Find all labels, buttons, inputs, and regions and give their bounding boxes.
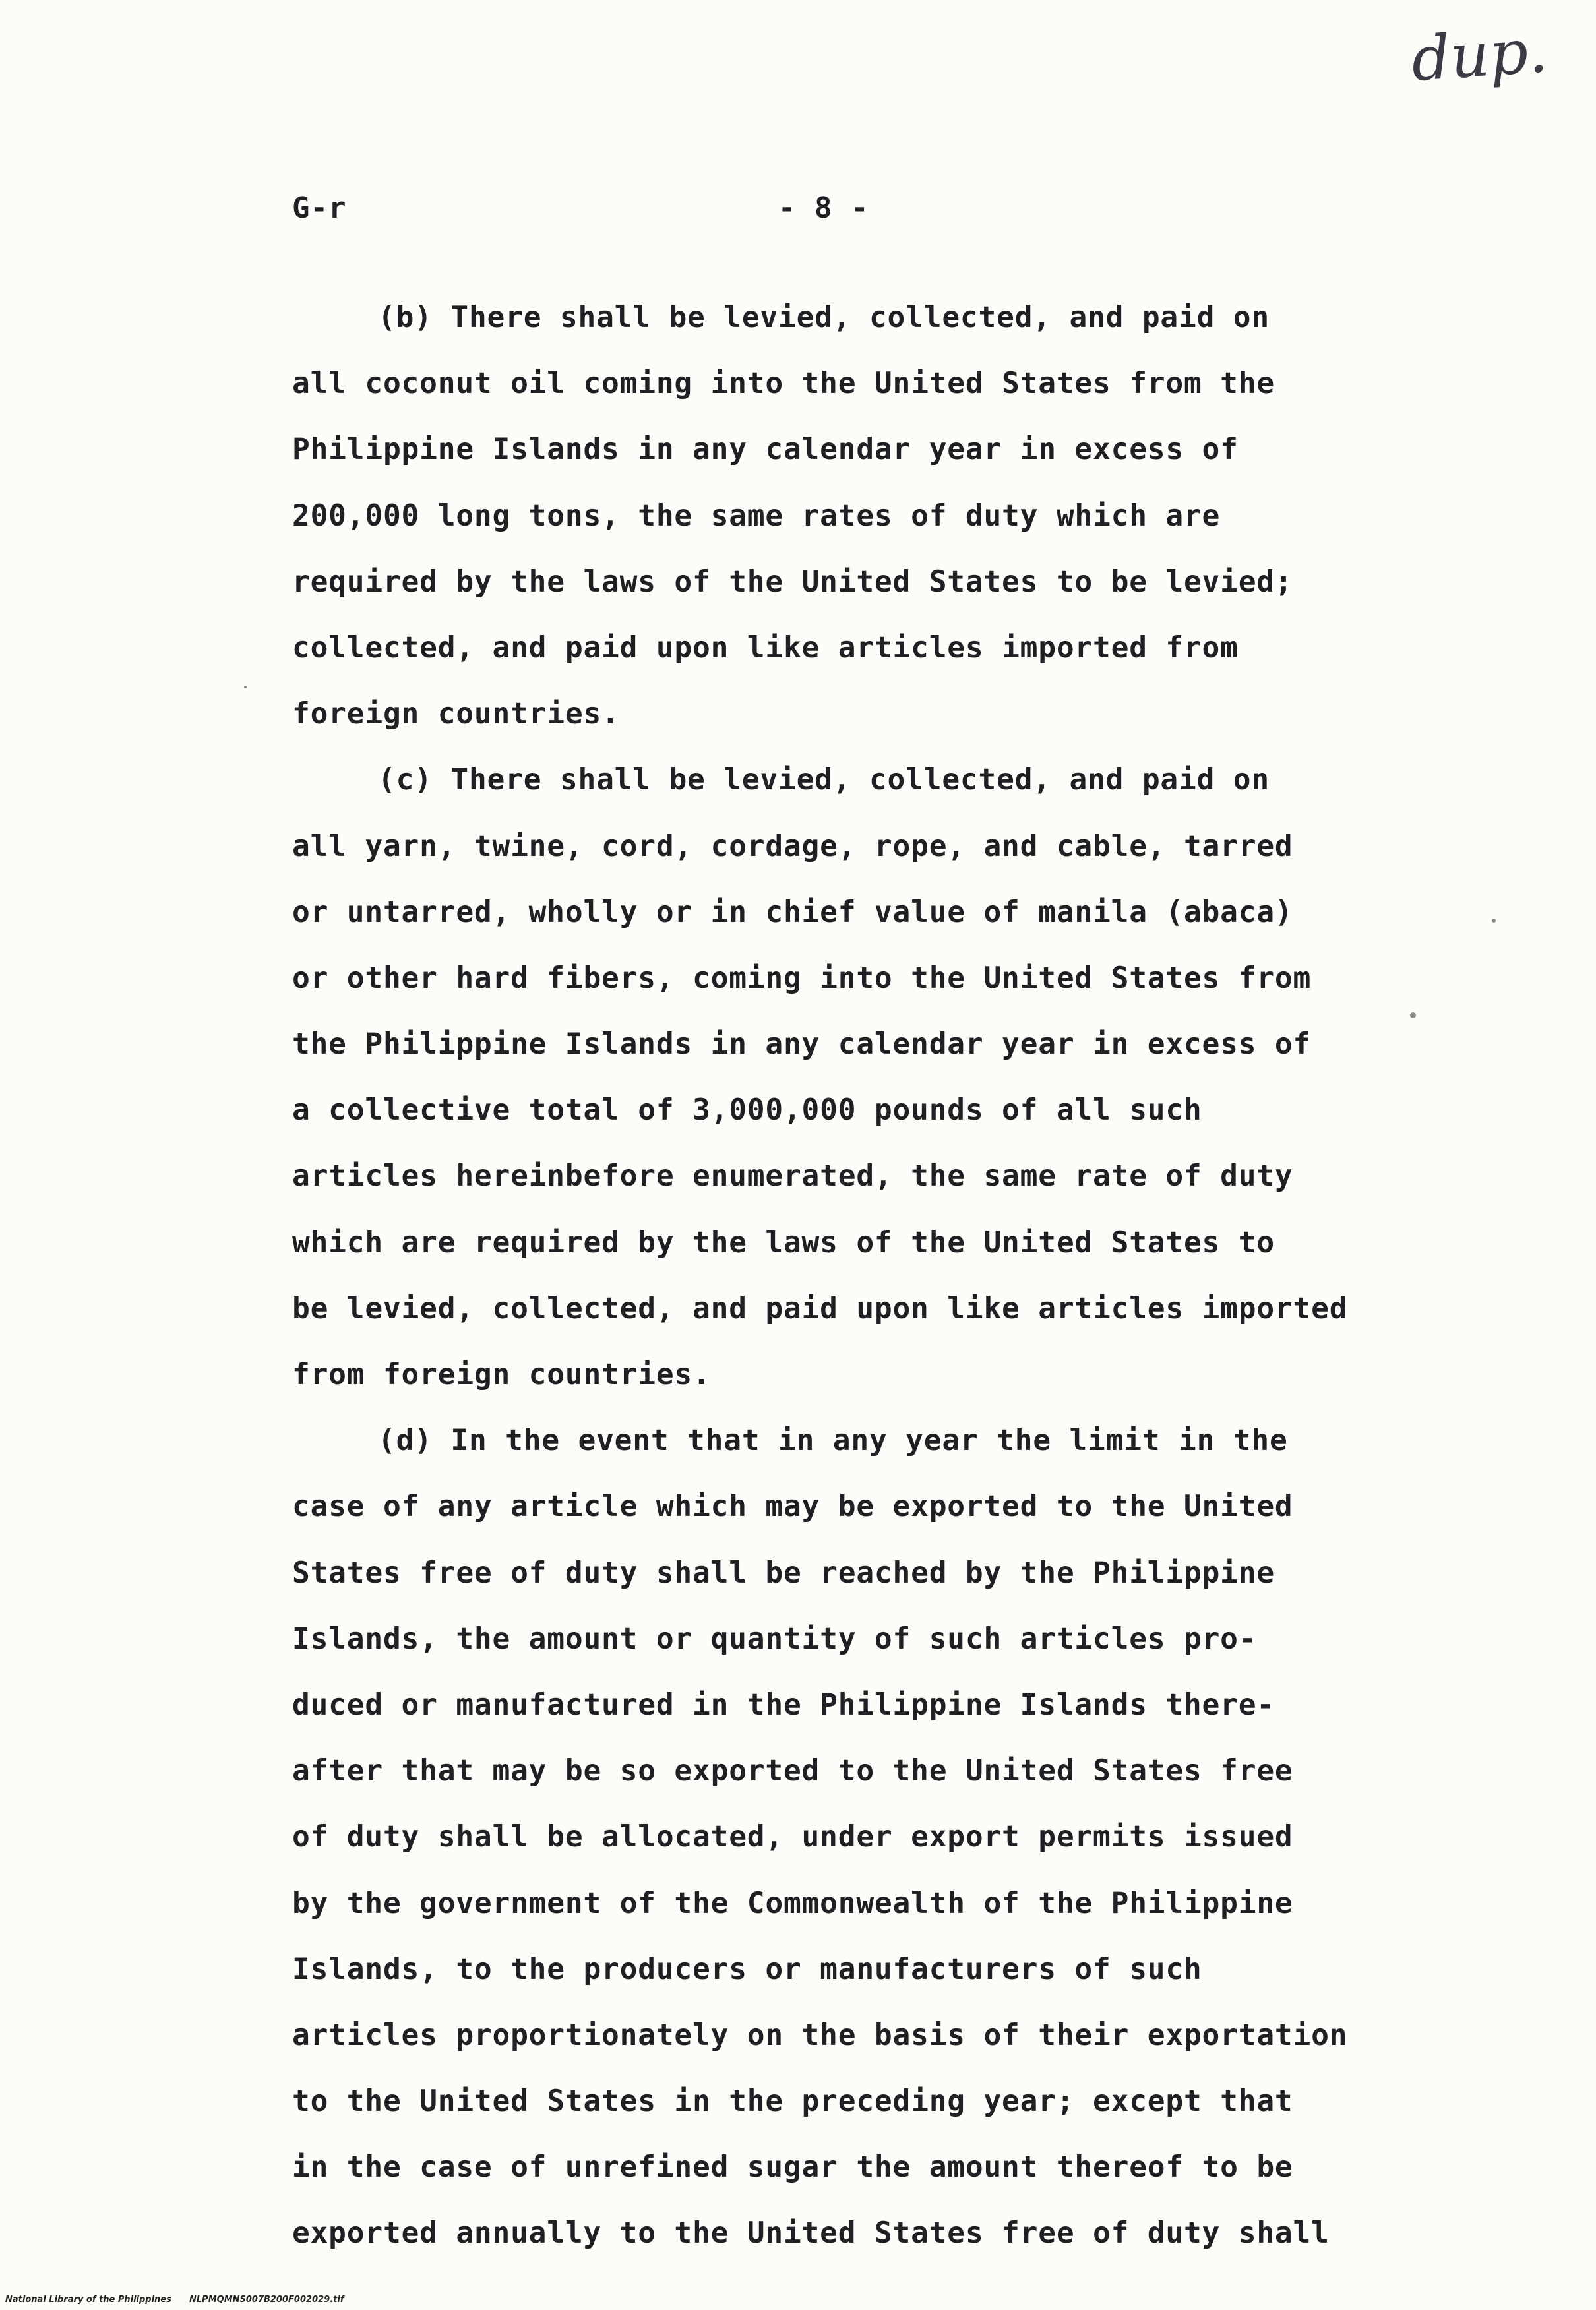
paragraph-b-line-4: 200,000 long tons, the same rates of duty which are (292, 499, 1221, 533)
paragraph-b-line-3: Philippine Islands in any calendar year in excess of (292, 433, 1239, 467)
paragraph-d-line-9: Islands, to the producers or manufacturers of such (292, 1952, 1202, 1986)
paragraph-c-line-4: or other hard fibers, coming into the United States from (292, 961, 1312, 995)
paragraph-c-line-7: articles hereinbefore enumerated, the same rate of duty (292, 1159, 1293, 1194)
archive-footer (5, 2295, 344, 2305)
paragraph-c-line-1: (c) There shall be levied, collected, and paid on (378, 763, 1270, 797)
library-name: National Library of the Philippines (5, 2295, 171, 2305)
paragraph-d-line-10: articles proportionately on the basis of their exportation (292, 2018, 1348, 2052)
file-identifier: NLPMQMNS007B200F002029.tif (189, 2295, 344, 2305)
paragraph-c-line-6: a collective total of 3,000,000 pounds of all such (292, 1093, 1202, 1128)
paragraph-b-line-2: all coconut oil coming into the United States from the (292, 367, 1275, 401)
page-number: - 8 - (778, 191, 869, 225)
paragraph-c-line-10: from foreign countries. (292, 1358, 711, 1391)
paragraph-d-line-2: case of any article which may be exported to the United (292, 1490, 1293, 1524)
paragraph-d-line-4: Islands, the amount or quantity of such articles pro- (292, 1622, 1257, 1656)
paragraph-d-line-5: duced or manufactured in the Philippine Islands there- (292, 1687, 1275, 1722)
paragraph-d-line-12: in the case of unrefined sugar the amount thereof to be (292, 2150, 1293, 2185)
paragraph-d-line-3: States free of duty shall be reached by the Philippine (292, 1556, 1275, 1590)
paragraph-c-line-2: all yarn, twine, cord, cordage, rope, and cable, tarred (292, 829, 1293, 863)
paragraph-d-line-13: exported annually to the United States free of duty shall (292, 2216, 1330, 2251)
paragraph-b-line-1: (b) There shall be levied, collected, and paid on (378, 301, 1270, 334)
paragraph-d-line-11: to the United States in the preceding year; except that (292, 2084, 1293, 2119)
paper-speck (1492, 919, 1496, 923)
paragraph-d-line-6: after that may be so exported to the United States free (292, 1754, 1293, 1788)
document-code: G-r (292, 191, 347, 225)
paragraph-c-line-8: which are required by the laws of the United States to (292, 1225, 1275, 1260)
paper-speck (244, 686, 247, 688)
paragraph-b-line-7: foreign countries. (292, 697, 620, 731)
paragraph-b-line-5: required by the laws of the United States to be levied; (292, 564, 1293, 599)
paragraph-d-line-7: of duty shall be allocated, under export permits issued (292, 1820, 1293, 1854)
paragraph-c-line-5: the Philippine Islands in any calendar year in excess of (292, 1027, 1312, 1062)
document-body (292, 285, 1348, 2267)
paragraph-d-line-1: (d) In the event that in any year the limit in the (378, 1424, 1288, 1458)
paragraph-d-line-8: by the government of the Commonwealth of the Philippine (292, 1886, 1293, 1920)
paragraph-c-line-9: be levied, collected, and paid upon like articles imported (292, 1291, 1348, 1325)
paragraph-b-line-6: collected, and paid upon like articles imported from (292, 630, 1239, 665)
paper-speck (1410, 1012, 1416, 1018)
handwritten-annotation: dup. (1409, 15, 1550, 96)
paragraph-c-line-3: or untarred, wholly or in chief value of manila (abaca) (292, 895, 1293, 929)
